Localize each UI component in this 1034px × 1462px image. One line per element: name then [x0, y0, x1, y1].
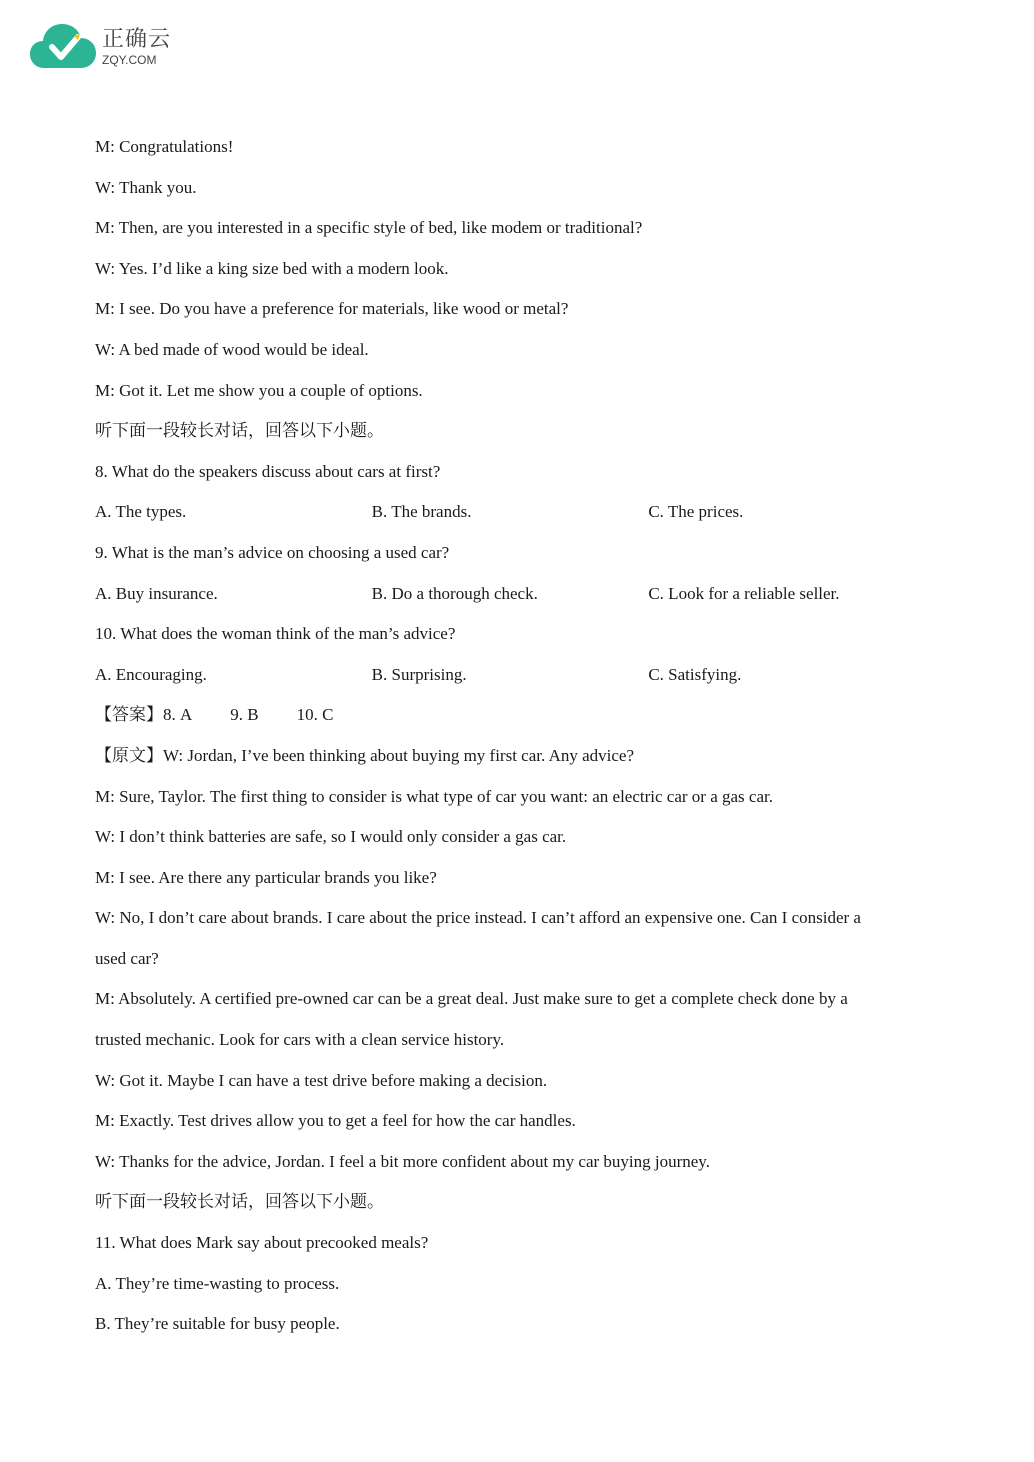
logo-domain: ZQY.COM	[102, 52, 157, 67]
option-b: B. Do a thorough check.	[371, 583, 538, 603]
transcript-line: M: Absolutely. A certified pre-owned car can be a great deal. Just make sure to get a complete check done by a	[95, 989, 848, 1009]
option-a: A. Encouraging.	[95, 664, 207, 684]
transcript-line: W: No, I don’t care about brands. I care about the price instead. I can’t afford an expensive one. Can I consider a	[95, 908, 861, 928]
answer-item: 9. B	[230, 705, 259, 725]
option-c: C. Look for a reliable seller.	[648, 583, 840, 603]
option-a: A. Buy insurance.	[95, 583, 218, 603]
brand-logo	[30, 22, 171, 72]
question-10-options	[95, 655, 925, 696]
transcript-line: M: Exactly. Test drives allow you to get a feel for how the car handles.	[95, 1111, 576, 1131]
question-8-stem: 8. What do the speakers discuss about cars at first?	[95, 461, 441, 481]
question-10-stem: 10. What does the woman think of the man’s advice?	[95, 624, 456, 644]
dialogue-line: M: Congratulations!	[95, 137, 234, 156]
question-9-options	[95, 574, 925, 615]
transcript-line: W: I don’t think batteries are safe, so I would only consider a gas car.	[95, 827, 567, 847]
option-b: B. The brands.	[371, 502, 472, 522]
dialogue-line: M: Then, are you interested in a specific style of bed, like modem or traditional?	[95, 218, 643, 238]
option-c: C. Satisfying.	[648, 664, 742, 684]
transcript-line: W: Got it. Maybe I can have a test drive before making a decision.	[95, 1070, 548, 1090]
dialogue-line: W: A bed made of wood would be ideal.	[95, 339, 369, 359]
dialogue-line: M: I see. Do you have a preference for materials, like wood or metal?	[95, 299, 569, 319]
option-b: B. They’re suitable for busy people.	[95, 1314, 340, 1334]
option-a: A. The types.	[95, 502, 187, 522]
transcript-line: M: Sure, Taylor. The first thing to consider is what type of car you want: an electric car or a gas car.	[95, 786, 773, 806]
document-body	[95, 127, 925, 1345]
option-a: A. They’re time-wasting to process.	[95, 1273, 340, 1293]
transcript-line: M: I see. Are there any particular brands you like?	[95, 867, 437, 887]
dialogue-line: M: Got it. Let me show you a couple of options.	[95, 380, 423, 400]
section-instruction: 听下面一段较长对话，回答以下小题。	[95, 1192, 384, 1212]
logo-chinese-name: 正确云	[102, 26, 172, 52]
question-8-options	[95, 492, 925, 533]
answer-key	[95, 695, 925, 736]
answer-prefix: 【答案】	[95, 705, 163, 725]
dialogue-line: W: Thank you.	[95, 177, 197, 197]
transcript-line: 【原文】W: Jordan, I’ve been thinking about buying my first car. Any advice?	[95, 745, 634, 765]
answer-item: 8. A	[163, 705, 193, 725]
option-c: C. The prices.	[648, 502, 744, 522]
transcript-line: trusted mechanic. Look for cars with a clean service history.	[95, 1030, 505, 1050]
dialogue-line: W: Yes. I’d like a king size bed with a modern look.	[95, 258, 449, 278]
question-9-stem: 9. What is the man’s advice on choosing a used car?	[95, 542, 450, 562]
option-b: B. Surprising.	[371, 664, 467, 684]
cloud-check-icon	[30, 22, 96, 72]
section-instruction: 听下面一段较长对话，回答以下小题。	[95, 421, 384, 441]
transcript-line: used car?	[95, 948, 159, 968]
question-11-stem: 11. What does Mark say about precooked meals?	[95, 1233, 429, 1253]
answer-item: 10. C	[296, 705, 334, 725]
transcript-line: W: Thanks for the advice, Jordan. I feel a bit more confident about my car buying journey.	[95, 1151, 710, 1171]
